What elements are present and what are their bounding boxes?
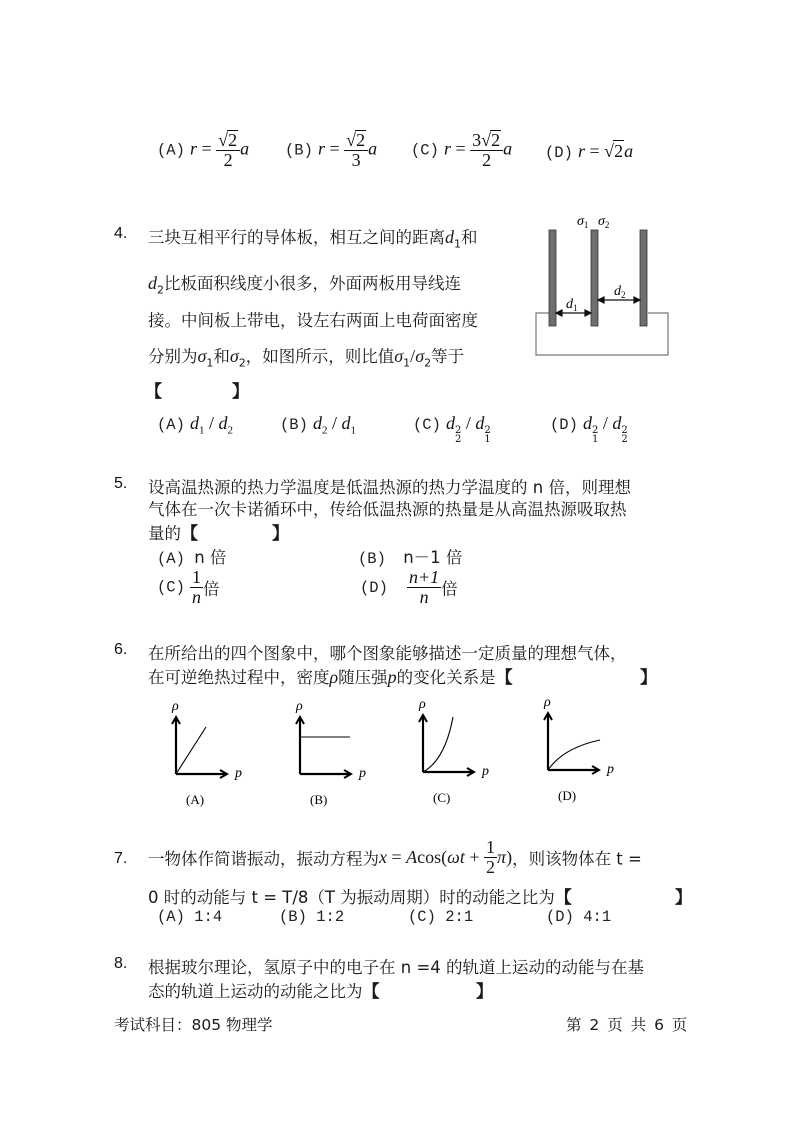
plate-middle: [591, 230, 598, 326]
plate-left: [549, 230, 556, 326]
equals-sign: =: [325, 138, 345, 159]
option-label: (A): [157, 908, 185, 926]
q4-option-c: (C) d 2 2 / d 2 1: [413, 413, 491, 445]
q3-option-b: [285, 130, 377, 170]
subscript: 1: [454, 237, 461, 251]
subscript: 2: [157, 283, 164, 297]
plate-right: [640, 230, 647, 326]
question-number: 8.: [114, 955, 128, 972]
option-label: (B): [280, 416, 308, 434]
option-text: n－1 倍: [403, 548, 463, 567]
rho: ρ: [329, 667, 339, 687]
equals-sign: =: [451, 138, 471, 159]
text: ，如图所示，则比值: [245, 347, 395, 366]
coefficient: 3: [472, 130, 482, 150]
sigma: σ: [415, 346, 425, 366]
text: 量的: [148, 524, 181, 543]
q5-line-3: [148, 519, 198, 544]
text: ，则该物体在 t =: [512, 849, 642, 869]
x-axis-label: p: [482, 764, 489, 779]
sigma1-label: $\sigma_1$: [577, 214, 589, 230]
option-label: (D): [550, 416, 578, 434]
fraction: $\frac{√2}{2}$: [216, 130, 240, 170]
q4-line-2: [148, 270, 461, 296]
question-number: 4.: [114, 225, 128, 242]
variable-r: r: [578, 141, 586, 161]
option-label: (B): [285, 141, 313, 160]
footer-subject: 考试科目：805 物理学: [114, 1016, 273, 1034]
q5-option-c: [157, 568, 220, 607]
q6-line-2: [148, 663, 513, 688]
equals-sign: =: [585, 141, 605, 161]
option-label: (B): [358, 550, 386, 568]
q7-line-2: [148, 883, 572, 908]
subscript: 1: [403, 356, 411, 370]
option-label: (C): [408, 908, 436, 926]
rho-p-graphs: [150, 695, 650, 815]
graph-b: [295, 699, 366, 807]
option-text: 4:1: [583, 908, 612, 926]
d2-label: $d_2$: [614, 284, 626, 300]
equation: x = Acos(ωt +: [379, 847, 485, 867]
q3-option-a: [157, 130, 249, 170]
answer-bracket-close: 】: [675, 888, 692, 908]
x-axis-label: p: [235, 766, 242, 781]
slash: /: [410, 346, 416, 366]
option-label: (B): [279, 908, 307, 926]
answer-bracket-close: 】: [476, 982, 493, 1002]
fraction: $\frac{3√2}{2}$: [470, 130, 503, 170]
text: 随压强: [338, 668, 388, 687]
q8-line-2: [148, 977, 380, 1002]
variable-r: r: [190, 138, 198, 159]
answer-bracket-close: 】: [232, 382, 249, 402]
q4-line-3: [148, 307, 478, 331]
variable-a: a: [240, 138, 250, 159]
answer-bracket-close: 】: [640, 668, 657, 688]
graph-label: (B): [310, 792, 328, 807]
q5-line-1: 设高温热源的热力学温度是低温热源的热力学温度的 n 倍，则理想: [148, 478, 631, 497]
graph-label: (C): [433, 790, 451, 805]
variable-a: a: [368, 138, 378, 159]
q7-option-d: [546, 908, 611, 926]
q3-option-c: [411, 130, 512, 170]
variable-r: r: [444, 138, 452, 159]
q8-line-1: 根据玻尔理论，氢原子中的电子在 n =4 的轨道上运动的动能与在基: [148, 958, 645, 977]
q5-option-a: [157, 544, 226, 568]
curve-convex-up: [423, 717, 453, 772]
answer-bracket-close: 】: [272, 524, 289, 544]
denominator: 2: [223, 150, 233, 170]
answer-bracket-open: 【: [362, 982, 380, 1002]
curve-linear: [176, 727, 206, 774]
question-number: 7.: [114, 850, 128, 867]
variable-a: a: [503, 138, 513, 159]
equals-sign: =: [197, 138, 217, 159]
sigma: σ: [229, 346, 239, 366]
q5-line-2: 气体在一次卡诺循环中，传给低温热源的热量是从高温热源吸取热: [148, 500, 627, 519]
q7-option-a: [157, 908, 222, 926]
text: 态的轨道上运动的动能之比为: [148, 982, 363, 1001]
radicand: 2: [614, 141, 624, 161]
q5-option-d: [360, 568, 458, 607]
curve-concave-saturating: [548, 740, 600, 770]
text: 三块互相平行的导体板，相互之间的距离: [148, 228, 445, 247]
text: 一物体作简谐振动，振动方程为: [148, 849, 379, 869]
text: 比板面积线度小很多，外面两板用导线连: [164, 274, 461, 293]
q7-option-b: [279, 908, 344, 926]
graph-d: [543, 695, 614, 803]
fraction: $\frac{1}{n}$: [192, 567, 201, 607]
option-label: (C): [411, 141, 439, 160]
denominator: 3: [351, 150, 361, 170]
answer-bracket-open: 【: [495, 668, 513, 688]
q5-option-b: [358, 544, 462, 568]
subscript: 2: [424, 356, 432, 370]
variable-r: r: [318, 138, 326, 159]
answer-bracket-open: 【: [145, 382, 162, 402]
option-text: 倍: [441, 579, 458, 599]
subscript: 2: [238, 356, 246, 370]
variable-d: d: [445, 227, 454, 247]
graph-label: (D): [558, 788, 577, 803]
subscript: 1: [206, 356, 214, 370]
sigma: σ: [197, 346, 207, 366]
text: 和: [213, 347, 230, 366]
option-label: (D): [360, 578, 388, 597]
pressure-p: p: [387, 667, 397, 687]
option-label: (C): [413, 416, 441, 434]
question-number: 5.: [114, 475, 128, 492]
graph-label: (A): [186, 792, 205, 807]
y-axis-label: ρ: [172, 699, 179, 714]
x-axis-label: p: [607, 762, 614, 777]
y-axis-label: ρ: [419, 697, 426, 712]
variable-a: a: [624, 141, 634, 161]
fraction: $\frac{√2}{3}$: [344, 130, 368, 170]
option-label: (A): [157, 141, 185, 160]
option-text: 1:4: [194, 908, 223, 926]
fraction: $\frac{n+1}{n}$: [409, 567, 440, 607]
text: 和: [461, 228, 478, 247]
text: 在可逆绝热过程中，密度: [148, 668, 330, 687]
text: 0 时的动能与 t = T/8（T 为振动周期）时的动能之比为: [148, 888, 555, 907]
text: 接。中间板上带电，设左右两面上电荷面密度: [148, 311, 478, 330]
option-text: 1:2: [316, 908, 345, 926]
sigma2-label: $\sigma_2$: [598, 214, 610, 230]
radicand: 2: [228, 130, 238, 150]
q4-option-a: (A) $d_1 / d_2$: [157, 413, 234, 437]
fraction: $\frac{1}{2}$: [486, 837, 496, 877]
q4-line-1: [148, 224, 478, 250]
graph-a: [171, 699, 242, 807]
question-number: 6.: [114, 641, 128, 658]
footer-page-number: 第 2 页 共 6 页: [566, 1016, 688, 1034]
q4-option-d: (D) d 2 1 / d 2 2: [550, 413, 628, 445]
parallel-plates-diagram: [530, 205, 680, 365]
option-text: n 倍: [194, 548, 227, 567]
option-text: 2:1: [445, 908, 474, 926]
q3-option-d: (D) r = √2a: [545, 141, 634, 162]
option-text: 倍: [203, 579, 220, 599]
denominator: 2: [482, 150, 492, 170]
graph-c: [418, 697, 489, 805]
answer-bracket-open: 【: [554, 888, 572, 908]
d1-label: $d_1$: [566, 297, 578, 313]
variable-d: d: [148, 273, 157, 293]
option-label: (D): [545, 144, 573, 162]
q7-option-c: [408, 908, 473, 926]
y-axis-label: ρ: [296, 699, 303, 714]
option-label: (A): [157, 550, 185, 568]
y-axis-label: ρ: [544, 695, 551, 710]
text: 等于: [431, 347, 465, 366]
text: 的变化关系是: [396, 668, 496, 687]
radicand: 2: [491, 130, 501, 150]
radicand: 2: [356, 130, 366, 150]
x-axis-label: p: [359, 766, 366, 781]
option-label: (D): [546, 908, 574, 926]
q7-line-1: 一物体作简谐振动，振动方程为x = Acos(ωt + $\frac{1}{2}$ π)，则该物体在 t =: [148, 837, 642, 877]
option-label: (C): [157, 578, 185, 597]
q4-option-b: (B) $d_2 / d_1$: [280, 413, 357, 437]
sigma: σ: [394, 346, 404, 366]
answer-bracket-open: 【: [181, 524, 198, 544]
text: 分别为: [148, 347, 198, 366]
q6-line-1: 在所给出的四个图象中，哪个图象能够描述一定质量的理想气体，: [148, 644, 627, 663]
q4-line-4: [148, 343, 464, 369]
option-label: (A): [157, 416, 185, 434]
